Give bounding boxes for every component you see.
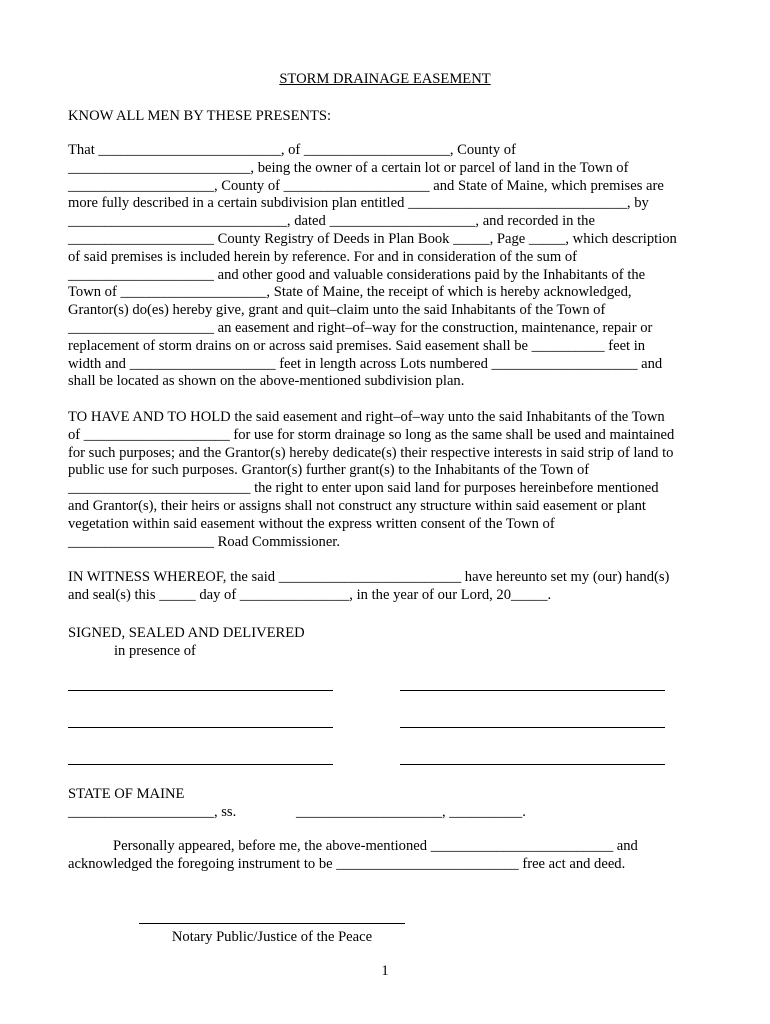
paragraph-line: public use for such purposes. Grantor(s) further grant(s) to the Inhabitants of the Town of: [68, 462, 590, 479]
paragraph-line: ______________________________, dated ____________________, and recorded in the: [68, 213, 595, 230]
notary-label: Notary Public/Justice of the Peace: [171, 929, 373, 945]
paragraph-line: TO HAVE AND TO HOLD the said easement and right–of–way unto the said Inhabitants of the Town: [68, 409, 665, 425]
paragraph-line: ____________________ County Registry of Deeds in Plan Book _____, Page _____, which description: [68, 230, 677, 247]
paragraph-line: and Grantor(s), their heirs or assigns shall not construct any structure within said easement or plant: [68, 497, 646, 514]
paragraph-line: ____________________, County of ____________________ and State of Maine, which premises are: [68, 177, 664, 194]
signed-heading: SIGNED, SEALED AND DELIVERED: [68, 625, 305, 641]
paragraph-line: _________________________ the right to enter upon said land for purposes hereinbefore mentioned: [68, 480, 659, 497]
county-line: ____________________, ss.: [68, 804, 237, 820]
paragraph-line: vegetation within said easement without the express written consent of the Town of: [68, 515, 555, 532]
paragraph-line: shall be located as shown on the above-mentioned subdivision plan.: [68, 373, 465, 390]
paragraph-line: for such purposes; and the Grantor(s) hereby dedicate(s) their respective interests in said strip of land to: [68, 444, 674, 461]
paragraph-line: more fully described in a certain subdivision plan entitled ______________________________, by: [68, 195, 649, 212]
paragraph-line: ____________________ Road Commissioner.: [68, 533, 341, 550]
paragraph-line: width and ____________________ feet in length across Lots numbered ____________________ and: [68, 355, 663, 372]
paragraph-line: _________________________, being the owner of a certain lot or parcel of land in the Town of: [68, 159, 629, 176]
paragraph-line: ____________________ an easement and right–of–way for the construction, maintenance, repair or: [68, 319, 653, 336]
paragraph-line: Grantor(s) do(es) hereby give, grant and quit–claim unto the said Inhabitants of the Town of: [68, 302, 606, 319]
paragraph-habendum: [68, 409, 708, 551]
paragraph-line: IN WITNESS WHEREOF, the said _________________________ have hereunto set my (our) hand(s): [68, 569, 670, 585]
paragraph-line: and seal(s) this _____ day of _______________, in the year of our Lord, 20_____.: [68, 586, 552, 603]
paragraph-line: of ____________________ for use for storm drainage so long as the same shall be used and maintained: [68, 426, 675, 443]
preamble: KNOW ALL MEN BY THESE PRESENTS:: [68, 108, 332, 124]
notary-signature-line: [139, 923, 405, 924]
paragraph-line: of said premises is included herein by reference. For and in consideration of the sum of: [68, 248, 578, 265]
paragraph-witness: [68, 569, 708, 605]
paragraph-line: Personally appeared, before me, the above-mentioned _________________________ and: [113, 838, 638, 854]
signature-line: [68, 764, 333, 765]
paragraph-line: Town of ____________________, State of Maine, the receipt of which is hereby acknowledged,: [68, 284, 632, 301]
signature-line: [400, 690, 665, 691]
signature-line: [68, 690, 333, 691]
signature-line: [400, 727, 665, 728]
state-heading: STATE OF MAINE: [68, 786, 185, 802]
signature-line: [68, 727, 333, 728]
paragraph-acknowledgment: [68, 838, 708, 874]
signature-line: [400, 764, 665, 765]
document-title: STORM DRAINAGE EASEMENT: [279, 71, 491, 87]
page-number: 1: [381, 963, 389, 979]
paragraph-line: ____________________ and other good and valuable considerations paid by the Inhabitants of the: [68, 266, 646, 283]
signed-subheading: in presence of: [114, 643, 196, 659]
paragraph-conveyance: [68, 142, 708, 391]
date-line: ____________________, __________.: [296, 804, 526, 820]
paragraph-line: acknowledged the foregoing instrument to be _________________________ free act and deed.: [68, 855, 626, 872]
paragraph-line: replacement of storm drains on or across said premises. Said easement shall be __________ feet in: [68, 337, 646, 354]
paragraph-line: That _________________________, of ____________________, County of: [68, 142, 516, 158]
